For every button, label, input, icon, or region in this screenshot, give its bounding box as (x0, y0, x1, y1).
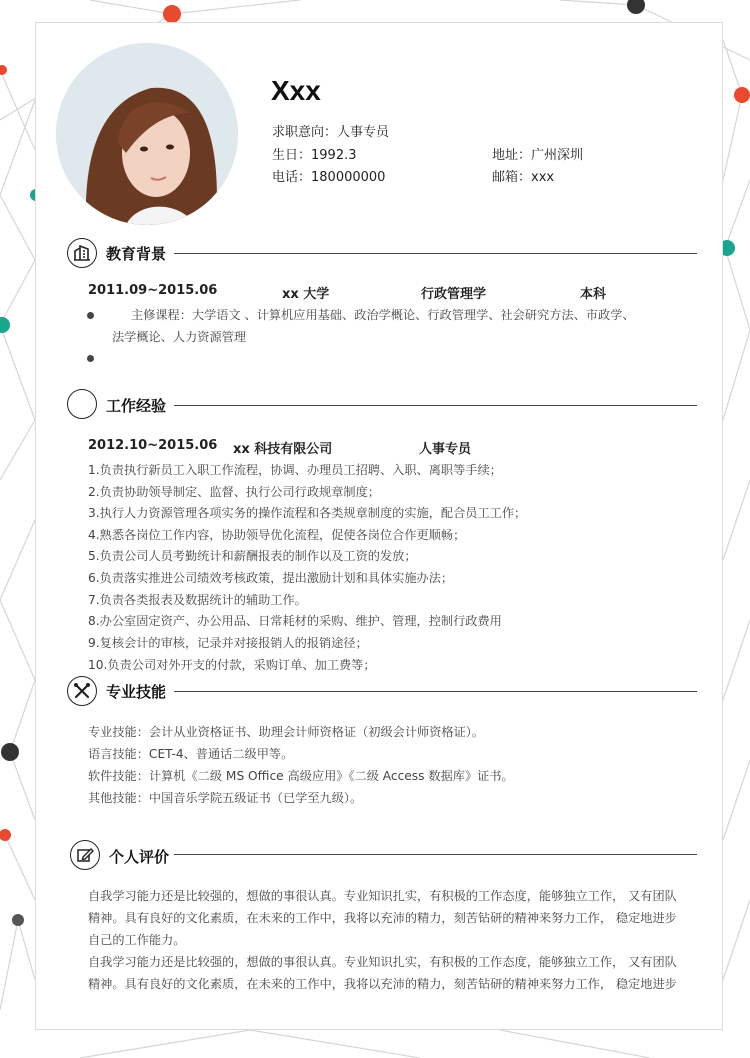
skill-item: 专业技能：会计从业资格证书、助理会计师资格证（初级会计师资格证）。 (88, 725, 485, 739)
email: 邮箱：xxx (492, 170, 555, 185)
work-item: 3.执行人力资源管理各项实务的操作流程和各类规章制度的实施，配合员工工作； (88, 506, 527, 520)
section-divider (174, 253, 697, 254)
evaluation-line: 自己的工作能力。 (88, 933, 186, 947)
evaluation-line: 自我学习能力还是比较强的，想做的事很认真。专业知识扎实，有积极的工作态度，能够独立工作， 又有团队 (88, 889, 677, 903)
tools-icon (67, 676, 97, 706)
evaluation-line: 精神。具有良好的文化素质，在未来的工作中，我将以充沛的精力，刻苦钻研的精神来努力工作， 稳定地进步 (88, 911, 677, 925)
work-item: 4.熟悉各岗位工作内容，协助领导优化流程，促使各岗位合作更顺畅； (88, 528, 466, 542)
work-item: 6.负责落实推进公司绩效考核政策，提出激励计划和具体实施办法； (88, 571, 454, 585)
education-school: xx 大学 (282, 287, 330, 302)
building-icon (67, 238, 97, 268)
edit-icon (70, 840, 100, 870)
skill-item: 软件技能：计算机《二级 MS Office 高级应用》《二级 Access 数据库》证书。 (88, 769, 514, 783)
education-major: 行政管理学 (421, 287, 487, 302)
work-item: 10.负责公司对外开支的付款，采购订单、加工费等； (88, 658, 376, 672)
work-period: 2012.10~2015.06 (88, 438, 218, 453)
job-intent: 求职意向：人事专员 (272, 125, 390, 140)
briefcase-icon (67, 389, 97, 419)
section-title-work: 工作经验 (106, 397, 167, 415)
section-title-skills: 专业技能 (106, 683, 167, 701)
education-degree: 本科 (580, 287, 607, 302)
work-item: 1.负责执行新员工入职工作流程，协调、办理员工招聘、入职、离职等手续； (88, 463, 502, 477)
bullet-dot (87, 355, 94, 362)
bullet-dot (87, 312, 94, 319)
section-title-evaluation: 个人评价 (109, 848, 170, 866)
work-item: 8.办公室固定资产、办公用品、日常耗材的采购、维护、管理，控制行政费用 (88, 614, 502, 628)
phone: 电话：180000000 (272, 170, 386, 185)
section-title-education: 教育背景 (106, 245, 167, 263)
section-divider (174, 691, 697, 692)
courses-line-2: 法学概论、人力资源管理 (112, 330, 247, 344)
address: 地址：广州深圳 (492, 148, 584, 163)
skill-item: 语言技能：CET-4、普通话二级甲等。 (88, 747, 294, 761)
work-company: xx 科技有限公司 (233, 442, 333, 457)
work-item: 5.负责公司人员考勤统计和薪酬报表的制作以及工资的发放； (88, 549, 417, 563)
skill-item: 其他技能：中国音乐学院五级证书（已学至九级）。 (88, 791, 363, 805)
candidate-name: Xxx (271, 75, 321, 106)
birth-date: 生日：1992.3 (272, 148, 357, 163)
section-divider (174, 854, 697, 855)
courses-line-1: 主修课程：大学语文 、计算机应用基础、政治学概论、行政管理学、社会研究方法、市政学、 (131, 308, 635, 322)
evaluation-line: 自我学习能力还是比较强的，想做的事很认真。专业知识扎实，有积极的工作态度，能够独立工作， 又有团队 (88, 955, 677, 969)
work-item: 7.负责各类报表及数据统计的辅助工作。 (88, 593, 307, 607)
work-position: 人事专员 (419, 442, 472, 457)
profile-photo (56, 43, 238, 225)
work-item: 9.复核会计的审核，记录并对接报销人的报销途径； (88, 636, 368, 650)
education-period: 2011.09~2015.06 (88, 283, 218, 298)
evaluation-line: 精神。具有良好的文化素质，在未来的工作中，我将以充沛的精力，刻苦钻研的精神来努力工作， 稳定地进步 (88, 977, 677, 991)
section-divider (174, 405, 697, 406)
resume-page (35, 22, 723, 1030)
work-item: 2.负责协助领导制定、监督、执行公司行政规章制度； (88, 485, 380, 499)
